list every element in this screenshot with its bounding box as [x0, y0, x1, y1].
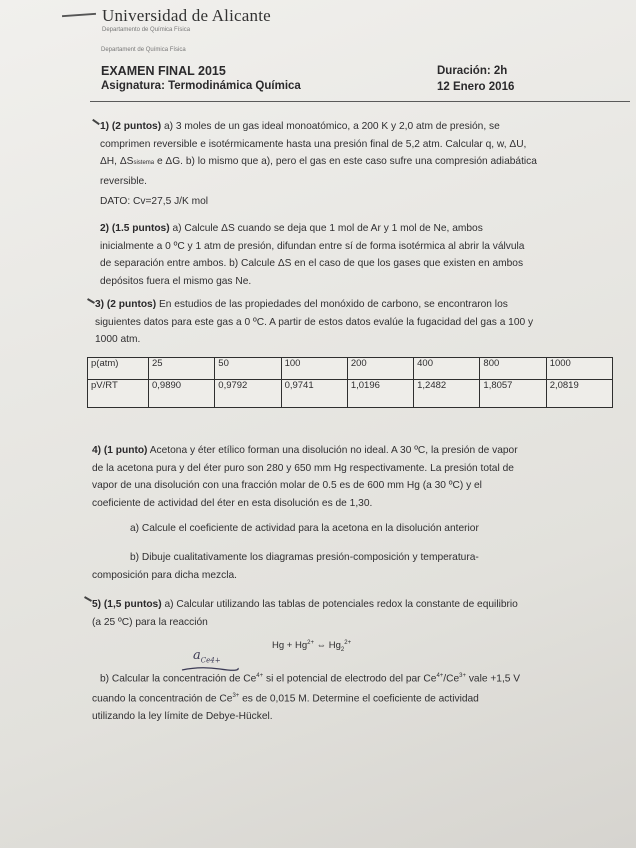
q4-line-1: Acetona y éter etílico forman una disolución no ideal. A 30 ºC, la presión de vapor [147, 445, 518, 456]
q5-part-b [92, 668, 608, 725]
table-cell: 400 [414, 358, 480, 380]
q5-line-2: (a 25 ºC) para la reacción [92, 616, 208, 628]
duration: Duración: 2h [437, 65, 508, 77]
charge-superscript: 4+ [256, 673, 264, 679]
question-2 [100, 220, 608, 290]
q1-data: DATO: Cv=27,5 J/K mol [100, 196, 209, 207]
q5-line-1: a) Calcular utilizando las tablas de potenciales redox la constante de equilibrio [161, 599, 518, 610]
q5b-text: /Ce [443, 673, 460, 685]
charge-superscript: 4+ [436, 673, 444, 679]
pen-tick-mark [92, 119, 100, 125]
q2-heading: 2) (1.5 puntos) [100, 223, 170, 234]
q1-line-3a: ΔH, ΔS [100, 156, 134, 167]
pen-tick-mark [87, 298, 95, 304]
table-cell: 0,9792 [215, 380, 281, 408]
question-3 [95, 296, 608, 349]
table-cell: 1,2482 [414, 380, 480, 408]
q2-line-4: depósitos fuera el mismo gas Ne. [100, 275, 252, 287]
q4-line-3: vapor de una disolución con una fracción molar de 0.5 es de 600 mm Hg (a 30 ºC) y el [92, 480, 482, 491]
q3-heading: 3) (2 puntos) [95, 299, 157, 310]
q4-part-a: a) Calcule el coeficiente de actividad para la acetona en la disolución anterior [130, 523, 479, 534]
q4-line-2: de la acetona pura y del éter puro son 280 y 650 mm Hg respectivamente. La presión total de [92, 462, 514, 474]
department-line-1: Departamento de Química Física [102, 27, 191, 33]
q3-line-1: En estudios de las propiedades del monóxido de carbono, se encontraron los [156, 299, 508, 310]
q1-line-4: reversible. [100, 175, 147, 187]
table-row [88, 358, 613, 380]
table-cell: 0,9741 [281, 380, 347, 408]
q4-part-b-line-2: composición para dicha mezcla. [92, 569, 237, 581]
subject: Asignatura: Termodinámica Química [101, 80, 301, 92]
handwritten-note [193, 648, 221, 665]
eq-subscript: 2 [340, 647, 345, 654]
q4-line-4: coeficiente de actividad del éter en esta disolución es de 1,30. [92, 497, 373, 509]
department-line-2: Departament de Química Física [101, 47, 186, 53]
q5b-text: vale +1,5 V [465, 673, 521, 685]
q1-line-2: comprimen reversible e isotérmicamente hasta una presión final de 5,2 atm. Calcular q, w, ΔU, [100, 138, 527, 150]
q1-subscript: sistema [133, 160, 155, 166]
q1-line-1: a) 3 moles de un gas ideal monoatómico, a 200 K y 2,0 atm de presión, se [161, 121, 500, 132]
charge-superscript: 3+ [232, 692, 240, 699]
q1-heading: 1) (2 puntos) [100, 121, 162, 132]
q4-part-b [92, 549, 608, 584]
table-cell: 25 [149, 358, 215, 380]
table-cell: 100 [281, 358, 347, 380]
handwriting-subscript: Ce4+ [200, 656, 221, 665]
header-divider [90, 101, 630, 102]
q5b-text: cuando la concentración de Ce [92, 693, 233, 705]
table-cell: p(atm) [88, 358, 149, 380]
charge-superscript: 3+ [459, 673, 466, 679]
table-cell: 2,0819 [546, 380, 612, 408]
eq-arrow-product: ⇔ Hg [313, 640, 341, 652]
question-1 [100, 118, 608, 190]
eq-charge: 2+ [307, 640, 314, 646]
eq-charge: 2+ [344, 640, 352, 646]
fugacity-data-table [87, 357, 613, 408]
q3-line-2: siguientes datos para este gas a 0 ºC. A partir de estos datos evalúe la fugacidad del gas a 100 y [95, 316, 534, 328]
question-5 [92, 596, 608, 631]
q5b-text: es de 0,015 M. Determine el coeficiente de actividad [239, 693, 479, 705]
q5b-text: b) Calcular la concentración de Ce [100, 673, 257, 685]
pen-tick-mark [84, 596, 92, 602]
table-cell: 1000 [546, 358, 612, 380]
table-cell: 200 [347, 358, 413, 380]
table-cell: pV/RT [88, 380, 149, 408]
q5-heading: 5) (1,5 puntos) [92, 599, 162, 610]
eq-reactants: Hg + Hg [272, 640, 308, 652]
exam-date: 12 Enero 2016 [437, 81, 515, 93]
q5b-text: utilizando la ley límite de Debye-Hückel. [92, 710, 273, 722]
question-4 [92, 442, 608, 512]
table-cell: 800 [480, 358, 546, 380]
exam-title: EXAMEN FINAL 2015 [101, 64, 226, 78]
q2-line-1: a) Calcule ΔS cuando se deja que 1 mol de Ar y 1 mol de Ne, ambos [169, 223, 483, 234]
table-cell: 1,8057 [480, 380, 546, 408]
university-logo-mark [62, 13, 96, 17]
q5b-text: si el potencial de electrodo del par Ce [263, 673, 437, 685]
redox-reaction-equation [272, 640, 351, 653]
q2-line-3: de separación entre ambos. b) Calcule ΔS en el caso de que los gases que existen en ambos [100, 258, 524, 269]
q1-line-3b: e ΔG. b) lo mismo que a), pero el gas en este caso sufre una compresión adiabática [154, 156, 537, 167]
table-row [88, 380, 613, 408]
university-name: Universidad de Alicante [102, 6, 271, 25]
table-cell: 1,0196 [347, 380, 413, 408]
handwriting-a: a [193, 648, 201, 663]
table-cell: 0,9890 [149, 380, 215, 408]
q2-line-2: inicialmente a 0 ºC y 1 atm de presión, difundan entre sí de forma isotérmica al abrir la válvula [100, 240, 525, 252]
q3-line-3: 1000 atm. [95, 334, 141, 345]
table-cell: 50 [215, 358, 281, 380]
q4-part-b-line-1: b) Dibuje cualitativamente los diagramas presión-composición y temperatura- [130, 552, 479, 563]
q4-heading: 4) (1 punto) [92, 445, 148, 456]
